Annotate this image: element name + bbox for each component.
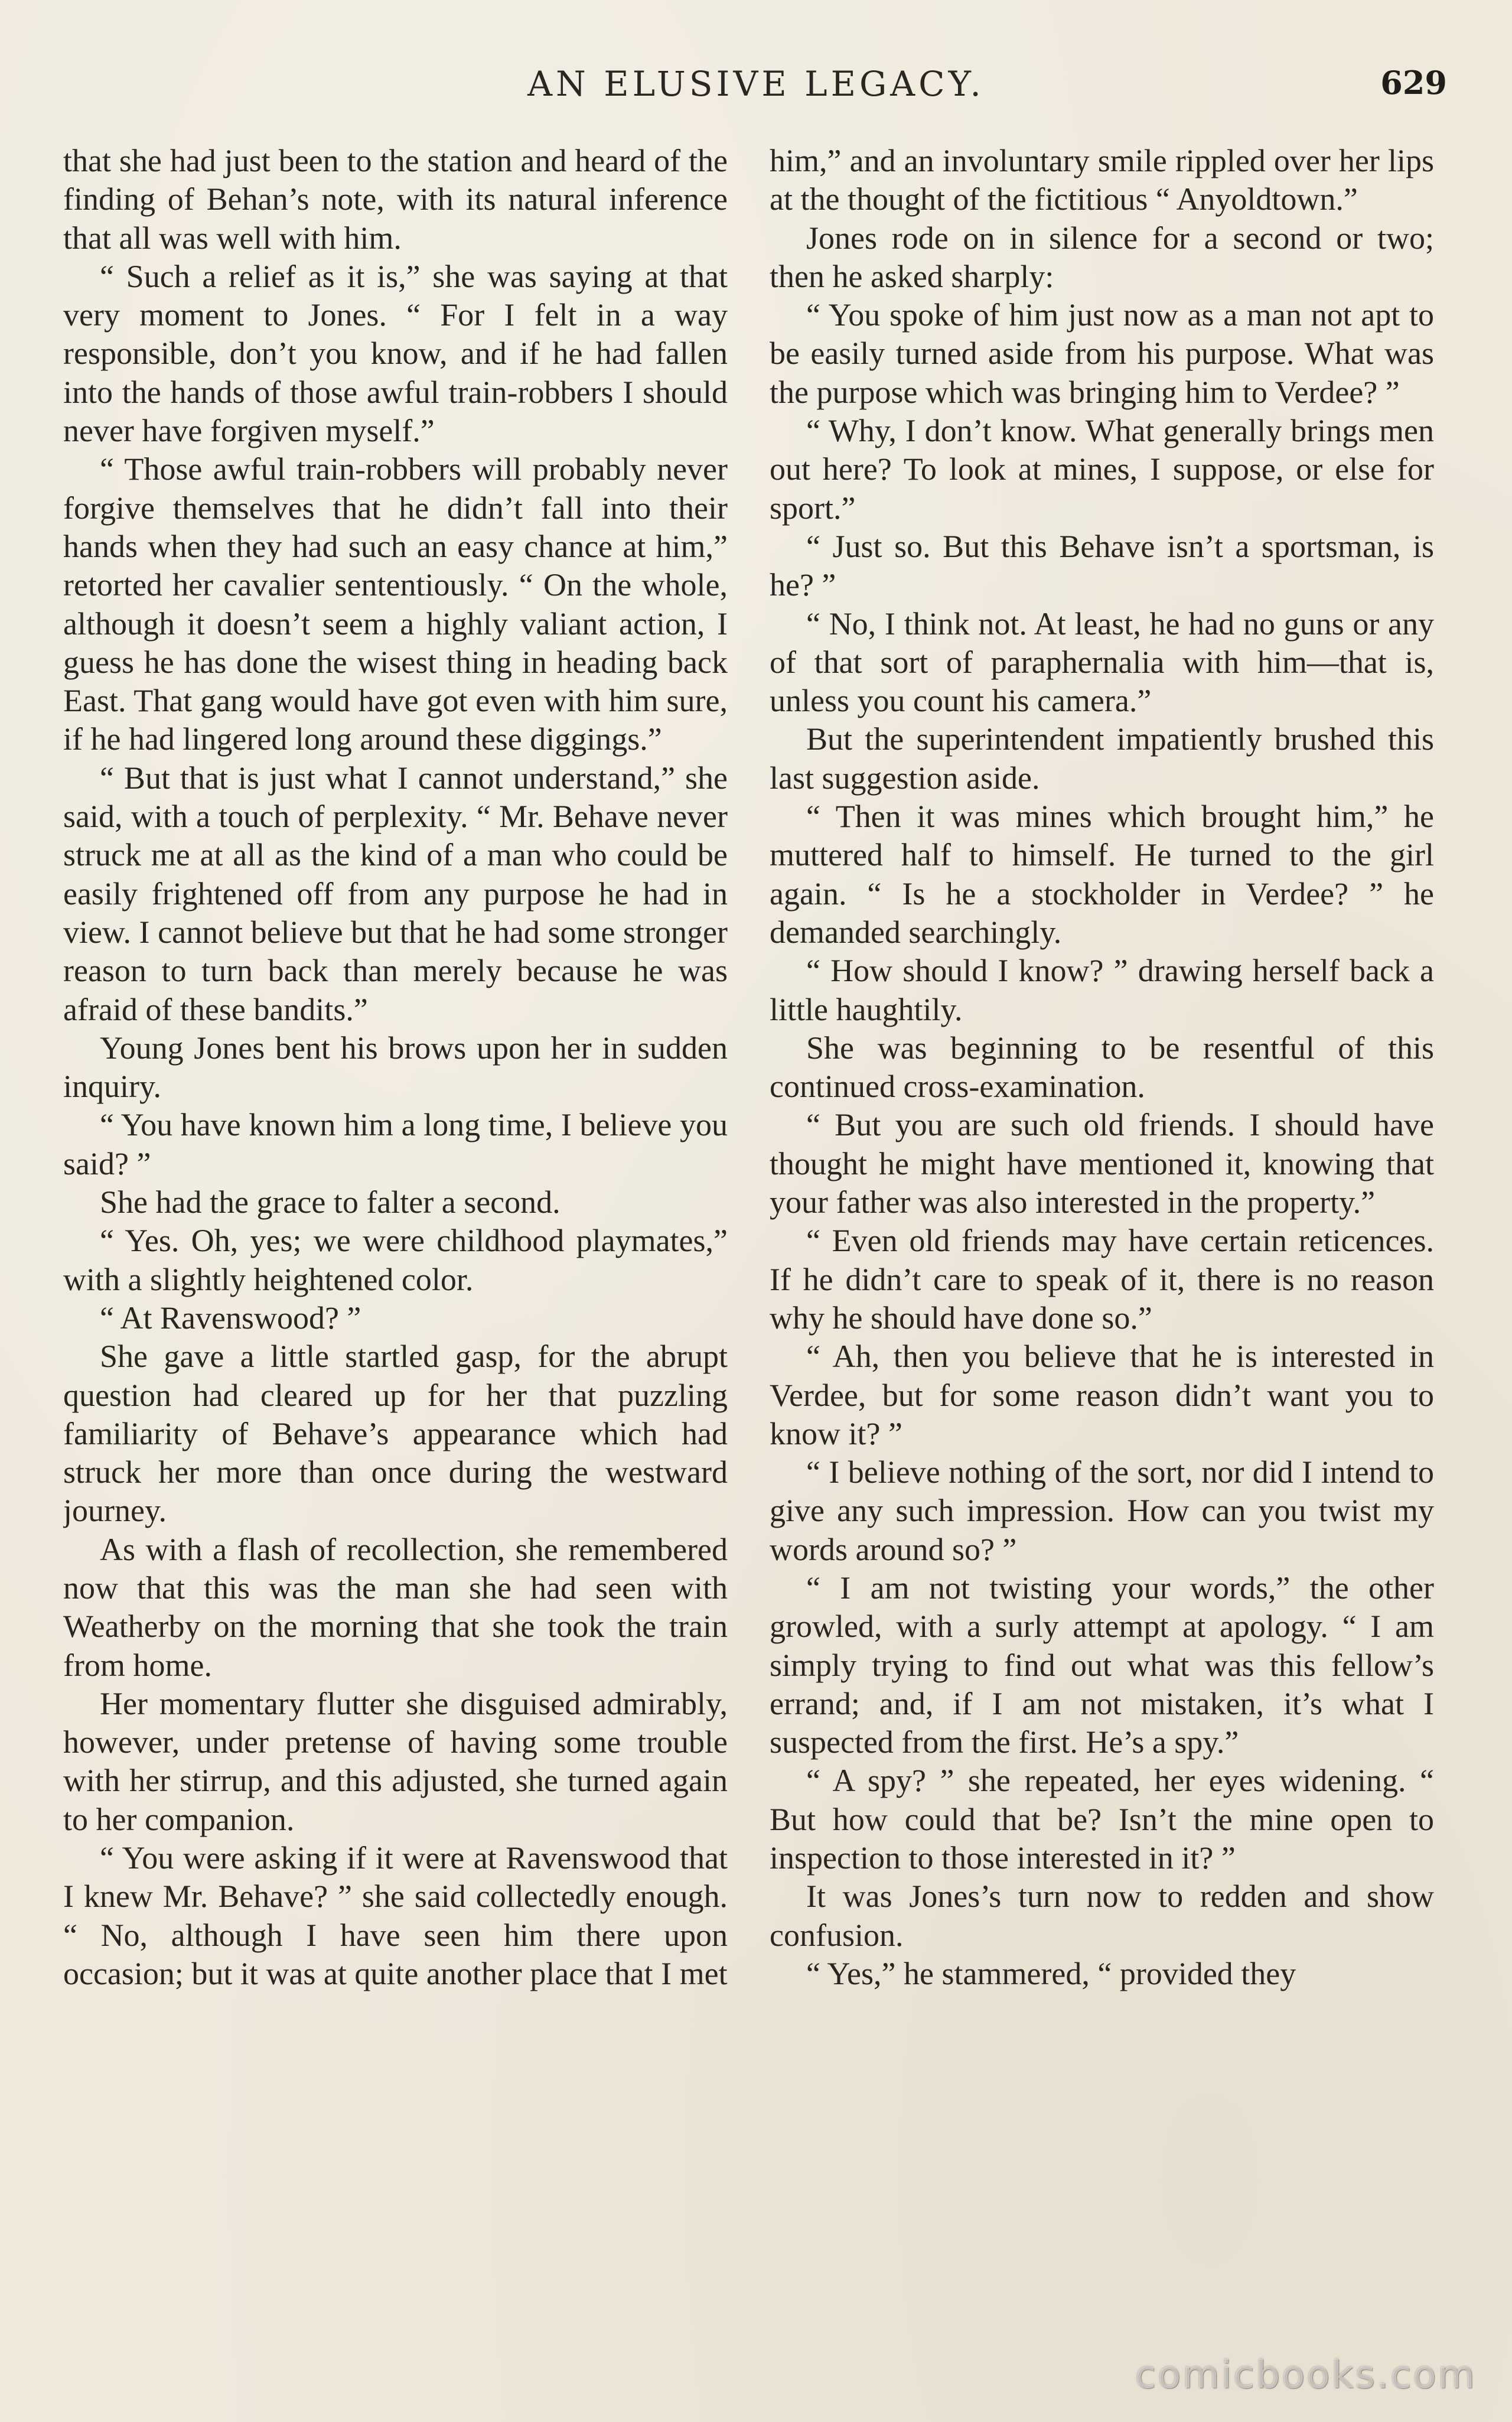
paragraph: “ No, I think not. At least, he had no guns or any of that sort of paraphernalia with him—that is, unless you count his camera.”	[770, 606, 1434, 719]
paragraph: But the superintendent impatiently brushed this last suggestion aside.	[770, 721, 1434, 796]
paragraph: She gave a little startled gasp, for the abrupt question had cleared up for her that puzzling familiarity of Behave’s appearance which had struck her more than once during the westward journey.	[63, 1339, 728, 1529]
left-column	[63, 142, 728, 2327]
paragraph: “ How should I know? ” drawing herself back a little haughtily.	[770, 953, 1434, 1027]
paragraph: “ You were asking if it were at Ravenswood that I knew Mr. Behave? ” she said collectedly enough. “ No, although I have seen him there upon occasion; but it was at quite another place that I met	[63, 1840, 728, 1991]
paragraph: “ Such a relief as it is,” she was saying at that very moment to Jones. “ For I felt in a way responsible, don’t you know, and if he had fallen into the hands of those awful train-robbers I should never have forgiven myself.”	[63, 258, 728, 449]
paragraph: “ Those awful train-robbers will probably never forgive themselves that he didn’t fall into their hands when they had such an easy chance at him,” retorted her cavalier sententiously. “ On the whole, although it doesn’t seem a highly valiant action, I guess he has done the wisest thing in heading back East. That gang would have got even with him sure, if he had lingered long around these diggings.”	[63, 451, 728, 757]
paragraph: “ Even old friends may have certain reticences. If he didn’t care to speak of it, there is no reason why he should have done so.”	[770, 1223, 1434, 1336]
paragraph: “ Yes. Oh, yes; we were childhood playmates,” with a slightly heightened color.	[63, 1223, 728, 1297]
paragraph: “ Why, I don’t know. What generally brings men out here? To look at mines, I suppose, or else for sport.”	[770, 413, 1434, 526]
paragraph: that she had just been to the station and heard of the finding of Behan’s note, with its natural inference that all was well with him.	[63, 143, 728, 256]
page-header	[0, 64, 1512, 111]
page-number: 629	[1380, 64, 1447, 102]
paragraph: “ But that is just what I cannot understand,” she said, with a touch of perplexity. “ Mr. Behave never struck me at all as the kind of a man who could be easily frightened off from any purpose he had in view. I cannot believe but that he had some stronger reason to turn back than merely because he was afraid of these bandits.”	[63, 760, 728, 1027]
paragraph: “ You spoke of him just now as a man not apt to be easily turned aside from his purpose. What was the purpose which was bringing him to Verdee? ”	[770, 297, 1434, 410]
running-title: AN ELUSIVE LEGACY.	[527, 64, 985, 104]
paragraph: “ I am not twisting your words,” the other growled, with a surly attempt at apology. “ I am simply trying to find out what was this fellow’s errand; and, if I am not mistaken, it’s what I suspected from the first. He’s a spy.”	[770, 1570, 1434, 1760]
paragraph: As with a flash of recollection, she remembered now that this was the man she had seen with Weatherby on the morning that she took the train from home.	[63, 1531, 728, 1683]
paragraph: “ Ah, then you believe that he is interested in Verdee, but for some reason didn’t want you to know it? ”	[770, 1339, 1434, 1451]
paragraph: “ Just so. But this Behave isn’t a sportsman, is he? ”	[770, 528, 1434, 603]
paragraph: It was Jones’s turn now to redden and show confusion.	[770, 1879, 1434, 1953]
paragraph: him,” and an involuntary smile rippled over her lips at the thought of the fictitious “ Anyoldtown.”	[770, 143, 1434, 217]
paragraph: She had the grace to falter a second.	[100, 1184, 561, 1220]
paragraph: She was beginning to be resentful of this continued cross-examination.	[770, 1030, 1434, 1105]
paragraph: Her momentary flutter she disguised admirably, however, under pretense of having some trouble with her stirrup, and this adjusted, she turned again to her companion.	[63, 1685, 728, 1837]
paragraph: “ Yes,” he stammered, “ provided they	[806, 1955, 1296, 1991]
right-column	[770, 142, 1434, 2327]
paragraph: “ A spy? ” she repeated, her eyes widening. “ But how could that be? Isn’t the mine open to inspection to those interested in it? ”	[770, 1763, 1434, 1876]
paragraph: “ At Ravenswood? ”	[100, 1300, 361, 1336]
paragraph: “ But you are such old friends. I should have thought he might have mentioned it, knowing that your father was also interested in the property.”	[770, 1107, 1434, 1220]
paragraph: “ Then it was mines which brought him,” he muttered half to himself. He turned to the girl again. “ Is he a stockholder in Verdee? ” he demanded searchingly.	[770, 799, 1434, 950]
paragraph: Jones rode on in silence for a second or two; then he asked sharply:	[770, 220, 1434, 294]
paragraph: “ You have known him a long time, I believe you said? ”	[63, 1107, 728, 1181]
site-watermark: comicbooks.com	[1135, 2353, 1477, 2397]
paragraph: “ I believe nothing of the sort, nor did I intend to give any such impression. How can you twist my words around so? ”	[770, 1454, 1434, 1567]
paragraph: Young Jones bent his brows upon her in sudden inquiry.	[63, 1030, 728, 1105]
